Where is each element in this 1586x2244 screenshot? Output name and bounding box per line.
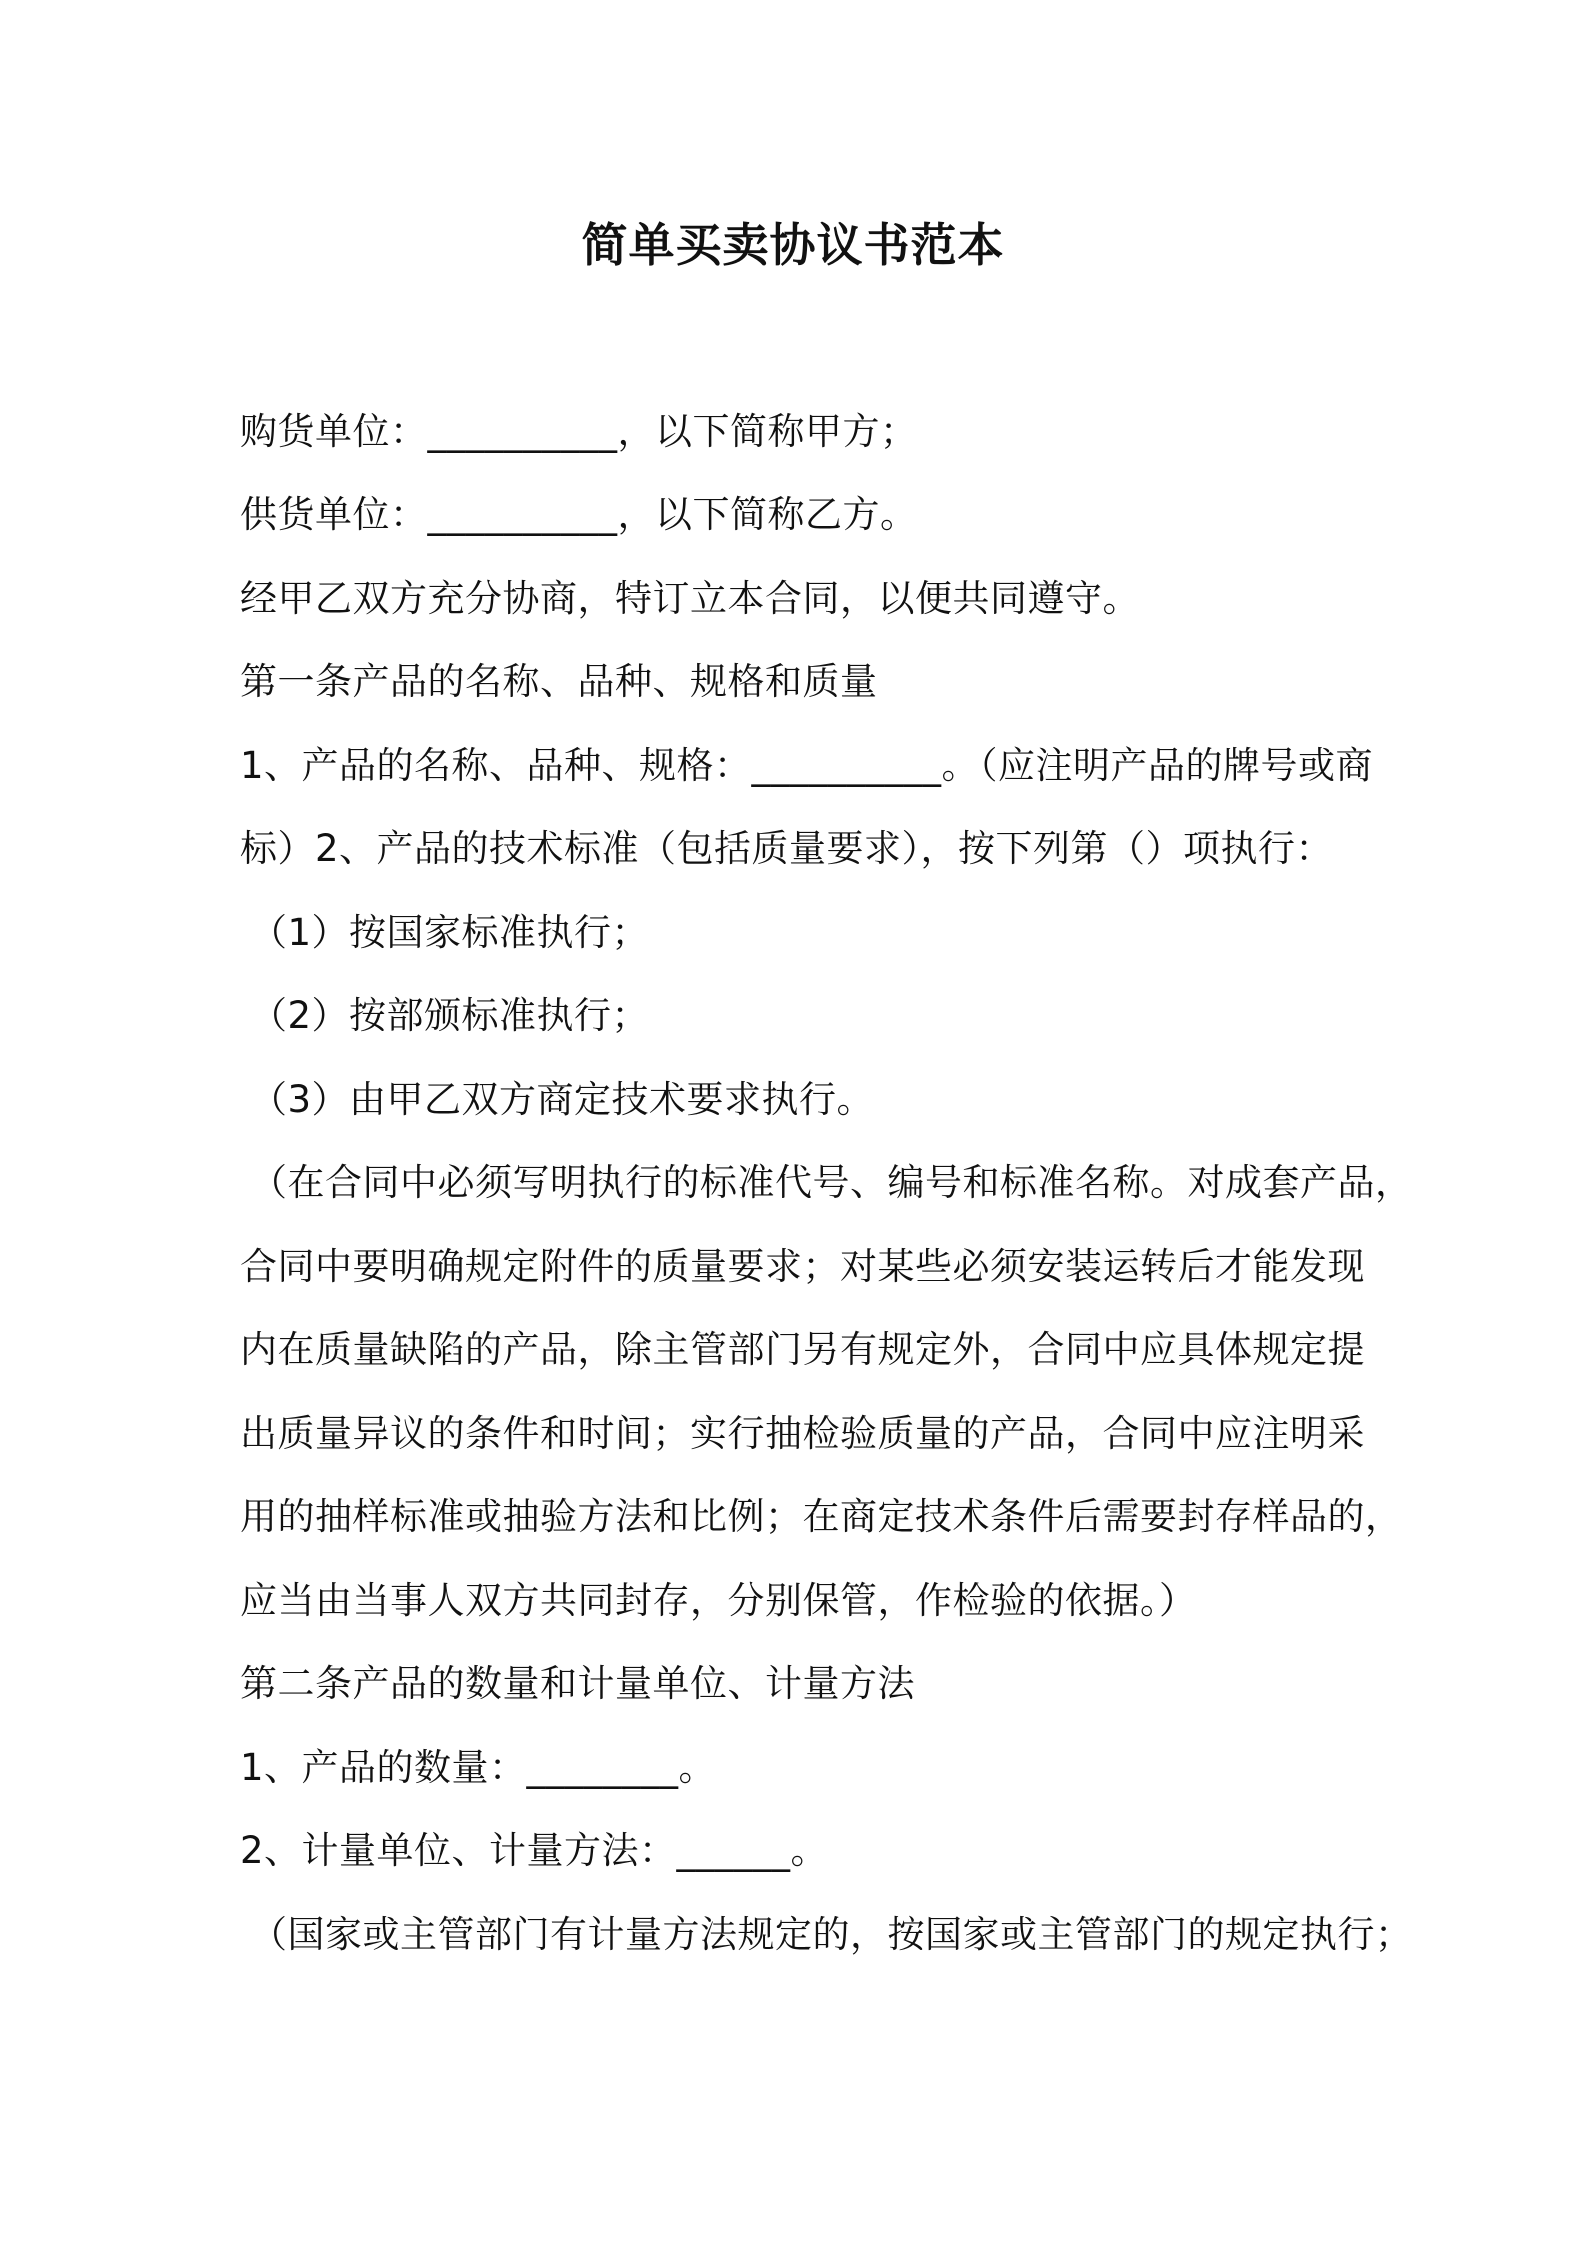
document-title: 简单买卖协议书范本 [581, 218, 1005, 272]
article-2-item-1: 1、产品的数量：________。 [240, 1746, 717, 1789]
measurement-note: （国家或主管部门有计量方法规定的，按国家或主管部门的规定执行； [250, 1913, 1413, 1956]
article-1-item-2: 标）2、产品的技术标准（包括质量要求），按下列第（）项执行： [240, 827, 1334, 870]
agreement-intro: 经甲乙双方充分协商，特订立本合同，以便共同遵守。 [240, 577, 1140, 620]
supplier-line: 供货单位：__________，以下简称乙方。 [240, 493, 918, 536]
quality-note-line-5: 用的抽样标准或抽验方法和比例；在商定技术条件后需要封存样品的， [240, 1495, 1403, 1538]
article-2-item-2: 2、计量单位、计量方法：______。 [240, 1829, 829, 1872]
option-2: （2）按部颁标准执行； [250, 994, 650, 1037]
article-1-heading: 第一条产品的名称、品种、规格和质量 [240, 660, 878, 703]
quality-note-line-3: 内在质量缺陷的产品，除主管部门另有规定外，合同中应具体规定提 [240, 1328, 1365, 1371]
option-1: （1）按国家标准执行； [250, 911, 650, 954]
option-3: （3）由甲乙双方商定技术要求执行。 [250, 1078, 875, 1121]
quality-note-line-1: （在合同中必须写明执行的标准代号、编号和标准名称。对成套产品， [250, 1161, 1413, 1204]
quality-note-line-6: 应当由当事人双方共同封存，分别保管，作检验的依据。） [240, 1579, 1197, 1622]
quality-note-line-2: 合同中要明确规定附件的质量要求；对某些必须安装运转后才能发现 [240, 1245, 1365, 1288]
article-2-heading: 第二条产品的数量和计量单位、计量方法 [240, 1662, 915, 1705]
article-1-item-1: 1、产品的名称、品种、规格：__________。（应注明产品的牌号或商 [240, 744, 1374, 787]
buyer-line: 购货单位：__________，以下简称甲方； [240, 410, 918, 453]
quality-note-line-4: 出质量异议的条件和时间；实行抽检验质量的产品，合同中应注明采 [240, 1412, 1365, 1455]
